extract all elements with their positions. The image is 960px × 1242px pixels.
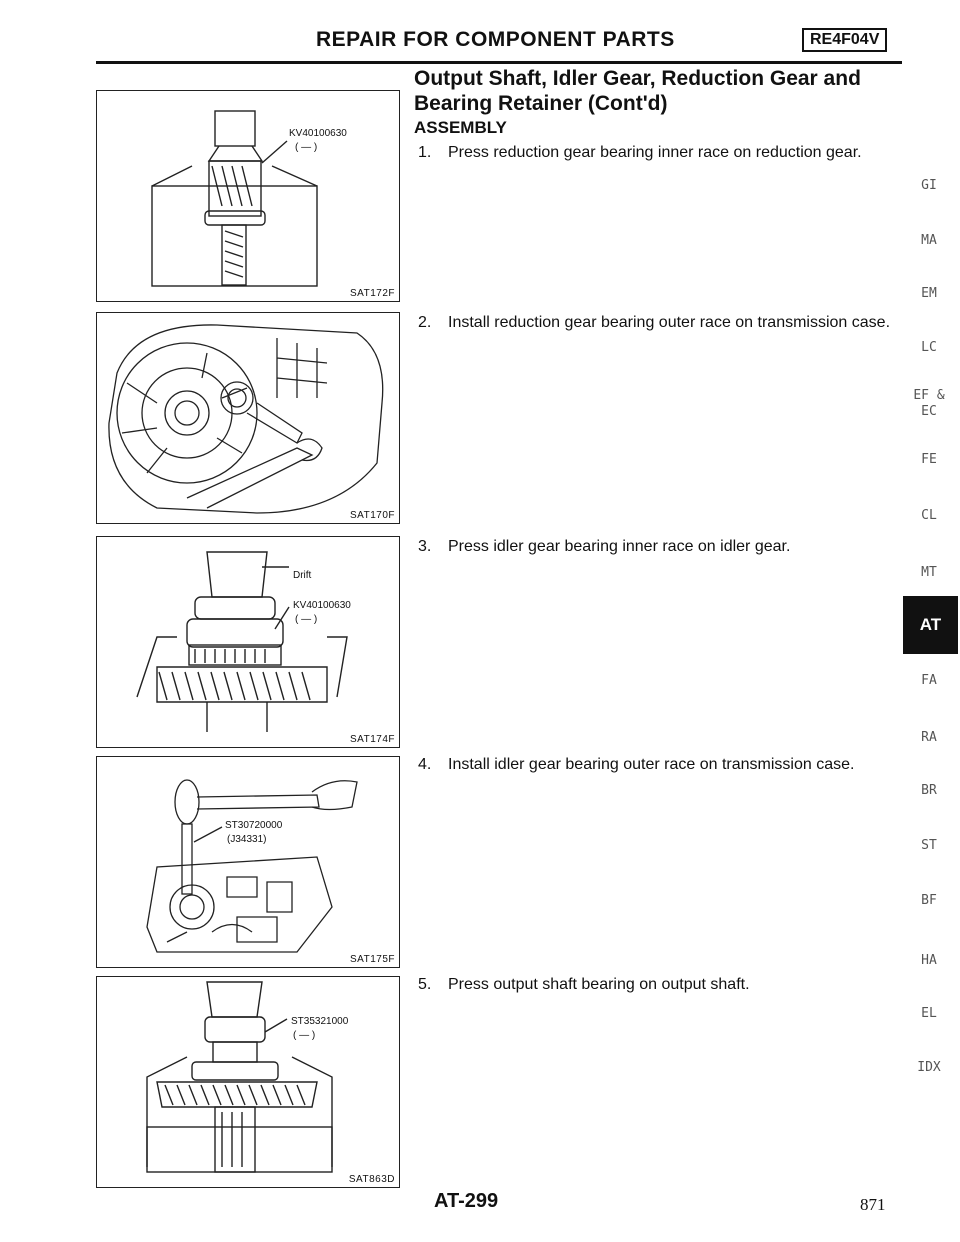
step-text: Install reduction gear bearing outer race on transmission case. (448, 314, 891, 331)
side-tab-ef[interactable]: EF & (913, 388, 945, 403)
side-tab-em[interactable]: EM (921, 286, 937, 301)
page-number: 871 (860, 1195, 886, 1214)
reduction-gear-illustration (97, 91, 399, 301)
side-tab-gi[interactable]: GI (921, 178, 937, 193)
figure-output-shaft-press (96, 976, 400, 1188)
side-tab-at[interactable]: AT (903, 596, 958, 654)
side-tab-ma[interactable]: MA (921, 233, 937, 248)
tool-number: KV40100630 (293, 600, 351, 611)
step-number: 5. (418, 976, 432, 993)
tool-number: ST35321000 (291, 1016, 349, 1027)
figure-transmission-case (96, 312, 400, 524)
tool-alt-number: (J34331) (227, 834, 267, 845)
step-number: 4. (418, 756, 432, 773)
side-tab-idx[interactable]: IDX (917, 1060, 941, 1075)
figure-idler-outer-race (96, 756, 400, 968)
tool-alt-number: ( — ) (293, 1030, 316, 1041)
step-text: Install idler gear bearing outer race on transmission case. (448, 756, 855, 773)
side-tab-lc[interactable]: LC (921, 340, 937, 355)
step-1 (418, 142, 908, 163)
step-5 (418, 974, 908, 995)
header-title: REPAIR FOR COMPONENT PARTS (316, 28, 675, 51)
side-tab-ha[interactable]: HA (921, 953, 937, 968)
side-tab-el[interactable]: EL (921, 1006, 937, 1021)
step-3 (418, 536, 908, 557)
side-tab-bf[interactable]: BF (921, 893, 937, 908)
tool-alt-number: ( — ) (295, 142, 318, 153)
side-tab-br[interactable]: BR (921, 783, 937, 798)
idler-gear-illustration (97, 537, 399, 747)
step-number: 3. (418, 538, 432, 555)
figure-idler-gear-press (96, 536, 400, 748)
figure-reduction-gear-press (96, 90, 400, 302)
step-4 (418, 754, 908, 775)
step-number: 1. (418, 144, 432, 161)
step-text: Press reduction gear bearing inner race on reduction gear. (448, 144, 862, 161)
figure-code: SAT170F (350, 510, 395, 521)
drift-label: Drift (293, 570, 312, 581)
side-tab-cl[interactable]: CL (921, 508, 937, 523)
assembly-heading: ASSEMBLY (414, 118, 507, 137)
section-title: Output Shaft, Idler Gear, Reduction Gear and Bearing Retainer (Cont'd) (414, 67, 861, 115)
step-text: Press idler gear bearing inner race on idler gear. (448, 538, 791, 555)
model-badge: RE4F04V (802, 28, 887, 52)
figure-code: SAT175F (350, 954, 395, 965)
header-divider (96, 61, 902, 64)
side-tab-ec[interactable]: EC (921, 404, 937, 419)
step-number: 2. (418, 314, 432, 331)
side-tab-mt[interactable]: MT (921, 565, 937, 580)
figure-code: SAT174F (350, 734, 395, 745)
side-tab-fe[interactable]: FE (921, 452, 937, 467)
transmission-case-illustration (97, 313, 399, 523)
figure-code: SAT172F (350, 288, 395, 299)
tool-number: ST30720000 (225, 820, 283, 831)
case-hammer-illustration (97, 757, 399, 967)
step-text: Press output shaft bearing on output shaft. (448, 976, 750, 993)
page-code: AT-299 (434, 1190, 499, 1212)
figure-code: SAT863D (348, 1174, 395, 1185)
tool-number: KV40100630 (289, 128, 347, 139)
tool-alt-number: ( — ) (295, 614, 318, 625)
side-tab-fa[interactable]: FA (921, 673, 937, 688)
side-tab-ra[interactable]: RA (921, 730, 937, 745)
side-tab-st[interactable]: ST (921, 838, 937, 853)
output-shaft-illustration (97, 977, 399, 1187)
step-2 (418, 312, 908, 333)
